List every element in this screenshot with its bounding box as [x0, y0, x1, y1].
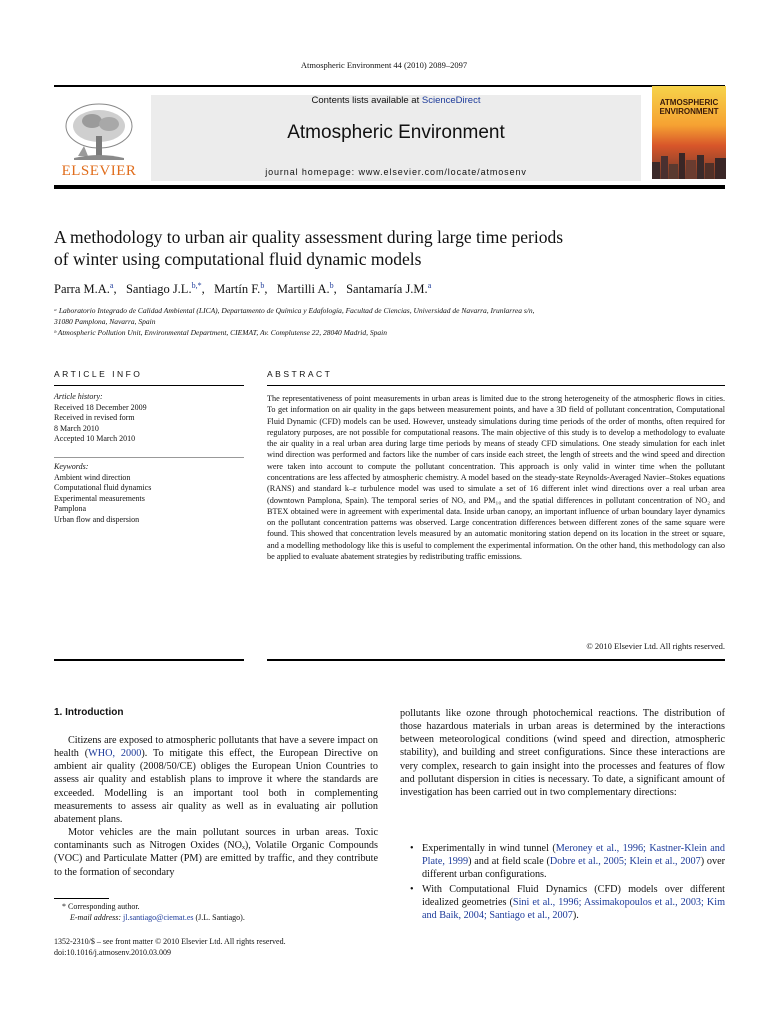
author-affiliation-mark[interactable]: a [427, 281, 432, 290]
doi-line[interactable]: doi:10.1016/j.atmosenv.2010.03.009 [54, 948, 172, 957]
section-heading-introduction: 1. Introduction [54, 707, 124, 718]
affiliation-a-line1: ᵃ Laboratorio Integrado de Calidad Ambiental (LICA), Departamento de Química y Edafología, Facultad de Ciencias, Universidad de Navarra, Irunlarrea s/n, [54, 306, 535, 315]
journal-homepage[interactable]: journal homepage: www.elsevier.com/locate/atmosenv [265, 167, 527, 177]
intro-left-column [54, 734, 378, 879]
abstract-text: The representativeness of point measurements in urban areas is limited due to the strong heterogeneity of the atmospheric flows in cities. To get information on air quality in the gaps between measurement points, and have a 3D field of pollutant concentration, Computational Fluid Dynamic (CFD) models can be used. However, unsteady simulations during time periods of the order of months, often required for regulatory purposes, are not possible for computational reasons. The main objective of this study is to develop a methodology to evaluate the air quality in a real urban area during large time periods by means of steady CFD simulations. One steady simulation for each inlet wind direction was performed and factors like the number of cars inside each street, the length of streets and the wind speed and direction were taken into account to compute the pollutant concentration. This approach is only valid in winter time when the pollutant concentrations are less affected by atmospheric chemistry. A model based on the steady-state Reynolds-Averaged Navier–Stokes equations (RANS) and standard k–ε turbulence model was used to simulate a set of 16 different inlet wind directions over a real urban area (downtown Pamplona, Spain). The temporal series of NOₓ and PM₁₀ and the spatial differences in pollutant concentration of NO₂ and BTEX obtained were in agreement with experimental data. Inside urban canopy, an important influence of urban boundary layer dynamics on the pollutant concentration patterns was observed. Large concentration differences between different zones of the same square were found. This showed that concentration levels measured by an automatic monitoring station depend on its location in the street or square, and a modelling methodology like this is useful to complement the experimental information. On the other hand, this methodology can also be applied to evaluate abatement strategies by redistributing traffic emissions. [267, 394, 725, 561]
email-note [70, 913, 390, 924]
keyword-item: Ambient wind direction [54, 472, 131, 482]
header-top-rule [54, 85, 725, 87]
publisher-wordmark: ELSEVIER [61, 163, 137, 179]
abstract-heading: ABSTRACT [267, 369, 333, 379]
title-line-2: of winter using computational fluid dynamic models [54, 249, 422, 269]
bullet-list [410, 842, 725, 923]
text-run: ). [572, 910, 579, 922]
received-date: Received 18 December 2009 [54, 402, 147, 412]
author-affiliation-mark[interactable]: a [109, 281, 114, 290]
cover-title-line2: ENVIRONMENT [659, 107, 719, 116]
keyword-item: Urban flow and dispersion [54, 514, 140, 524]
citation-link[interactable]: Dobre et al., 2005; Klein et al., 2007 [549, 856, 701, 868]
citation-link[interactable]: Sini et al., 1996; Assimakopoulos et al., 2003; Kim and Baik, 2004; Santiago et al., 2007 [422, 896, 725, 922]
article-info-rule [54, 385, 244, 386]
email-suffix: (J.L. Santiago). [195, 913, 245, 922]
contents-line [151, 95, 641, 106]
list-item [410, 842, 725, 882]
issn-line: 1352-2310/$ – see front matter © 2010 Elsevier Ltd. All rights reserved. [54, 937, 286, 946]
author-name: Santiago J.L. [125, 282, 192, 297]
article-title [54, 226, 714, 270]
corresponding-author-note: * Corresponding author. [62, 902, 140, 911]
keyword-item: Experimental measurements [54, 493, 145, 503]
cover-skyline-icon [652, 150, 726, 179]
article-history [54, 392, 244, 445]
text-run: Citizens are exposed to atmospheric pollutants that have a severe impact on health ( [54, 735, 378, 760]
author-affiliation-mark[interactable]: b,* [191, 281, 202, 290]
author-list: Parra M.A.$^a$, Santiago J.L.$^{b,*}$, Martín F.$^b$, Martilli A.$^b$, Santamaría J.M.$^a$ [54, 281, 432, 297]
history-label: Article history: [54, 392, 103, 401]
journal-reference: Atmospheric Environment 44 (2010) 2089–2097 [300, 60, 468, 70]
author-name: Parra M.A. [54, 282, 110, 297]
sciencedirect-link[interactable]: ScienceDirect [421, 95, 481, 106]
article-info-heading: ARTICLE INFO [54, 369, 143, 379]
abstract-copyright: © 2010 Elsevier Ltd. All rights reserved. [586, 641, 725, 651]
citation-link[interactable]: Meroney et al., 1996; Kastner-Klein and Plate, 1999 [422, 843, 725, 868]
author-affiliation-mark[interactable]: b [260, 281, 265, 290]
title-line-1: A methodology to urban air quality assessment during large time periods [54, 227, 564, 247]
footnote-rule [54, 898, 109, 899]
article-info-bottom-rule [54, 659, 244, 661]
intro-paragraph-1 [54, 734, 378, 826]
keywords-divider [54, 457, 244, 458]
bullet-icon: • [410, 883, 414, 895]
revised-date: 8 March 2010 [54, 423, 99, 433]
abstract-rule [267, 385, 725, 386]
keywords-block [54, 462, 244, 526]
author-name: Martilli A. [276, 282, 330, 297]
citation-link[interactable]: WHO, 2000 [88, 748, 142, 760]
text-run: ). To mitigate this effect, the European Directive on ambient air quality (2008/50/CE) obliges the European Union Countries to assess air quality and establish plans to improve it where the standards are exceeded. Modelling is an important tool both in complementing measurements to assess air quality as well as in evaluating air pollution abatement plans. [54, 748, 378, 825]
abstract-bottom-rule [267, 659, 725, 661]
keyword-item: Pamplona [54, 504, 86, 514]
intro-paragraph-2: Motor vehicles are the main pollutant sources in urban areas. Toxic contaminants such as Nitrogen Oxides (NOₓ), Volatile Organic Compounds (VOC) and Particulate Matter (PM) are emitted by traffic, and they contribute to the formation of secondary [54, 827, 378, 878]
header-bottom-rule [54, 185, 725, 189]
email-label: E-mail address: [70, 913, 122, 922]
bullet-icon: • [410, 843, 414, 854]
intro-right-paragraph: pollutants like ozone through photochemical reactions. The distribution of those hazardous materials in urban areas is determined by the interactions between meteorological conditions (wind speed and direction, atmospheric stability), and building and street configurations. Since these interactions are very complex, research to gain insight into the processes and features of flow and pollutant dispersion in cities is necessary. To date, a significant amount of investigation has been carried out in two complementary directions: [400, 708, 725, 798]
journal-cover-title [652, 98, 726, 116]
intro-right-column [400, 707, 725, 799]
cover-title-line1: ATMOSPHERIC [659, 98, 719, 107]
email-link[interactable]: jl.santiago@ciemat.es [123, 913, 194, 922]
keyword-item: Computational fluid dynamics [54, 483, 152, 493]
keywords-label: Keywords: [54, 462, 89, 471]
journal-title: Atmospheric Environment [287, 122, 505, 143]
list-item [410, 883, 725, 923]
accepted-date: Accepted 10 March 2010 [54, 434, 136, 444]
text-run: Experimentally in wind tunnel ( [422, 843, 556, 854]
author-affiliation-mark[interactable]: b [329, 281, 334, 290]
text-run: ) and at field scale ( [468, 856, 550, 868]
contents-prefix: Contents lists available at [311, 95, 420, 106]
text-run: ) over different urban configurations. [422, 856, 726, 881]
author-name: Martín F. [214, 282, 261, 297]
revised-label: Received in revised form [54, 413, 135, 423]
text-run: With Computational Fluid Dynamics (CFD) models over different idealized geometries ( [422, 883, 725, 908]
affiliation-b: ᵇ Atmospheric Pollution Unit, Environmental Department, CIEMAT, Av. Complutense 22, 28040 Madrid, Spain [54, 328, 387, 337]
author-name: Santamaría J.M. [346, 282, 428, 297]
affiliation-a-line2: 31080 Pamplona, Navarra, Spain [54, 317, 156, 326]
